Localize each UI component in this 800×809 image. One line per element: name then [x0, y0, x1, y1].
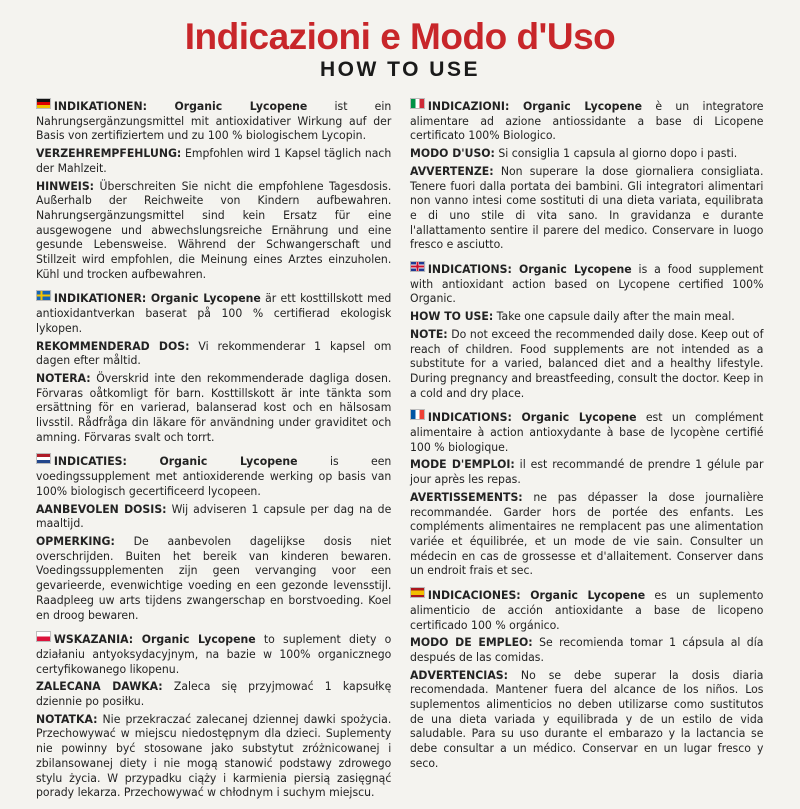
indications-label: INDIKATIONEN: Organic Lycopene: [53, 99, 308, 113]
indications-text: ist ein Nahrungsergänzungsmittel mit antioxidativer Wirkung auf der Basis von zertifiziertem und zu 100 % biologischem Lycopin.: [36, 99, 392, 143]
germany-flag-icon: [36, 98, 51, 109]
usage-text: Vi rekommenderar 1 kapsel om dagen efter måltid.: [36, 338, 392, 368]
section-italian: [410, 98, 763, 252]
indications-label: INDICAZIONI: Organic Lycopene: [427, 99, 643, 113]
page-header: [0, 14, 800, 82]
warning-label: OPMERKING:: [36, 533, 115, 548]
warning-label: NOTATKA:: [36, 711, 98, 726]
usage-label: HOW TO USE:: [410, 309, 494, 324]
indications-label: INDIKATIONER: Organic Lycopene: [53, 291, 261, 306]
indications-label: INDICATIONS: Organic Lycopene: [427, 410, 637, 425]
uk-flag-icon: [410, 261, 425, 272]
usage-label: MODO D'USO:: [410, 146, 495, 161]
indications-label: WSKAZANIA: Organic Lycopene: [53, 632, 256, 647]
section-german: [36, 98, 391, 281]
warning-text: Överskrid inte den rekommenderade dagliga dosen. Förvaras oåtkomligt för barn. Kosttillskott är inte tänkta som ersättning för en varierad, balanserad kost och en hälsosam livsstil. Rådfråga din läkare för användning under graviditet och amning. Förvaras svalt och torrt.: [36, 370, 392, 444]
usage-text: il est recommandé de prendre 1 gélule par jour après les repas.: [410, 457, 764, 487]
warning-text: No se debe superar la dosis diaria recomendada. Mantener fuera del alcance de los niños. Los suplementos alimenticios no deben utilizarse como sustitutos de una dieta variada y equilibrada y de un estilo de vida saludable. Para su uso durante el embarazo y la lactancia se debe consultar a un médico. Conservar en un lugar fresco y seco.: [410, 667, 764, 770]
indications-label: INDICATIES: Organic Lycopene: [53, 454, 298, 469]
netherlands-flag-icon: [36, 453, 51, 464]
usage-text: Zaleca się przyjmować 1 kapsułkę dziennie po posiłku.: [36, 679, 392, 709]
usage-text: Si consiglia 1 capsula al giorno dopo i pasti.: [494, 146, 738, 161]
warning-text: ne pas dépasser la dose journalière recommandée. Garder hors de portée des enfants. Les compléments alimentaires ne remplacent pas une alimentation variée et équilibrée, et un mode de vie sain. Consulter un médecin en cas de grossesse et d'allaitement. Conserver dans un endroit frais et sec.: [410, 489, 764, 578]
usage-text: Take one capsule daily after the main meal.: [493, 309, 735, 324]
warning-label: ADVERTENCIAS:: [410, 667, 508, 682]
usage-label: VERZEHREMPFEHLUNG:: [36, 146, 182, 161]
right-column: [410, 98, 763, 780]
warning-label: NOTERA:: [36, 370, 91, 385]
usage-text: Se recomienda tomar 1 cápsula al día después de las comidas.: [410, 635, 764, 664]
usage-label: AANBEVOLEN DOSIS:: [36, 501, 167, 516]
section-french: [410, 409, 763, 578]
indications-text: è un integratore alimentare ad azione antiossidante a base di Licopene certificato 100% Biologico.: [410, 99, 764, 143]
spain-flag-icon: [410, 587, 425, 598]
italy-flag-icon: [410, 98, 425, 109]
page-subtitle: HOW TO USE: [320, 58, 480, 81]
indications-text: est un complément alimentaire à action antioxydante à base de lycopène certifié 100 % biologique.: [410, 410, 764, 454]
section-spanish: [410, 587, 763, 770]
indications-text: är ett kosttillskott med antioxidantverkan baserat på 100 % certifierad ekologisk lykopen.: [36, 291, 392, 335]
warning-text: Non superare la dose giornaliera consigliata. Tenere fuori dalla portata dei bambini. Gli integratori alimentari non vanno intesi come sostituti di una dieta variata, equilibrata e di uno stile di vita sano. In gravidanza e durante l'allattamento sentire il parere del medico. Conservare in luogo fresco e asciutto.: [410, 163, 764, 252]
usage-text: Wij adviseren 1 capsule per dag na de maaltijd.: [36, 501, 392, 531]
warning-text: Do not exceed the recommended daily dose. Keep out of reach of children. Food supplements are not intended as a substitute for a varied, balanced diet and a healthy lifestyle. During pregnancy and breastfeeding, consult the doctor. Keep in a cold and dry place.: [410, 326, 764, 400]
indications-label: INDICATIONS: Organic Lycopene: [427, 262, 632, 277]
indications-text: es un suplemento alimenticio de acción antioxidante a base de licopeno certificado 100 % orgánico.: [410, 588, 764, 632]
left-column: [36, 98, 391, 809]
warning-label: NOTE:: [410, 326, 448, 341]
section-polish: [36, 631, 391, 800]
france-flag-icon: [410, 409, 425, 420]
sweden-flag-icon: [36, 290, 51, 301]
warning-text: Überschreiten Sie nicht die empfohlene Tagesdosis. Außerhalb der Reichweite von Kindern aufbewahren. Nahrungsergänzungsmittel sind kein Ersatz für eine ausgewogene und abwechslungsreiche Ernährung und eine gesunde Lebensweise. Während der Schwangerschaft und Stillzeit wird empfohlen, die Meinung eines Arztes einzuholen. Kühl und trocken aufbewahren.: [36, 178, 392, 281]
section-swedish: [36, 290, 391, 444]
warning-text: De aanbevolen dagelijkse dosis niet overschrijden. Buiten het bereik van kinderen bewaren. Voedingssupplementen zijn geen vervanging voor een gevarieerde, evenwichtige voeding en een gezonde levensstijl. Raadpleeg uw arts tijdens zwangerschap en borstvoeding. Koel en droog bewaren.: [36, 533, 392, 622]
section-dutch: [36, 453, 391, 622]
warning-text: Nie przekraczać zalecanej dziennej dawki spożycia. Przechowywać w miejscu niedostępnym dla dzieci. Suplementy nie powinny być stosowane jako substytut zróżnicowanej i zbilansowanej diety i nie mogą stanowić podstawy zdrowego stylu życia. W przypadku ciąży i karmienia piersią zasięgnąć porady lekarza. Przechowywać w chłodnym i suchym miejscu.: [36, 711, 392, 800]
poland-flag-icon: [36, 631, 51, 642]
section-english: [410, 261, 763, 400]
page-title: Indicazioni e Modo d'Uso: [184, 16, 616, 57]
usage-label: MODE D'EMPLOI:: [410, 457, 515, 472]
warning-label: HINWEIS:: [36, 178, 95, 193]
indications-text: is een voedingssupplement met antioxiderende werking op basis van 100% biologisch gecertificeerd lycopeen.: [36, 454, 392, 498]
usage-text: Empfohlen wird 1 Kapsel täglich nach der Mahlzeit.: [36, 146, 392, 175]
warning-label: AVERTISSEMENTS:: [410, 489, 523, 504]
indications-text: is a food supplement with antioxidant action based on Lycopene certified 100% Organic.: [410, 262, 764, 306]
usage-label: ZALECANA DAWKA:: [36, 679, 163, 694]
warning-label: AVVERTENZE:: [410, 163, 494, 178]
usage-label: MODO DE EMPLEO:: [410, 635, 533, 650]
indications-label: INDICACIONES: Organic Lycopene: [427, 588, 646, 603]
usage-label: REKOMMENDERAD DOS:: [36, 338, 190, 353]
indications-text: to suplement diety o działaniu antyoksydacyjnym, na bazie w 100% organicznego certyfikowanego likopenu.: [36, 632, 392, 676]
